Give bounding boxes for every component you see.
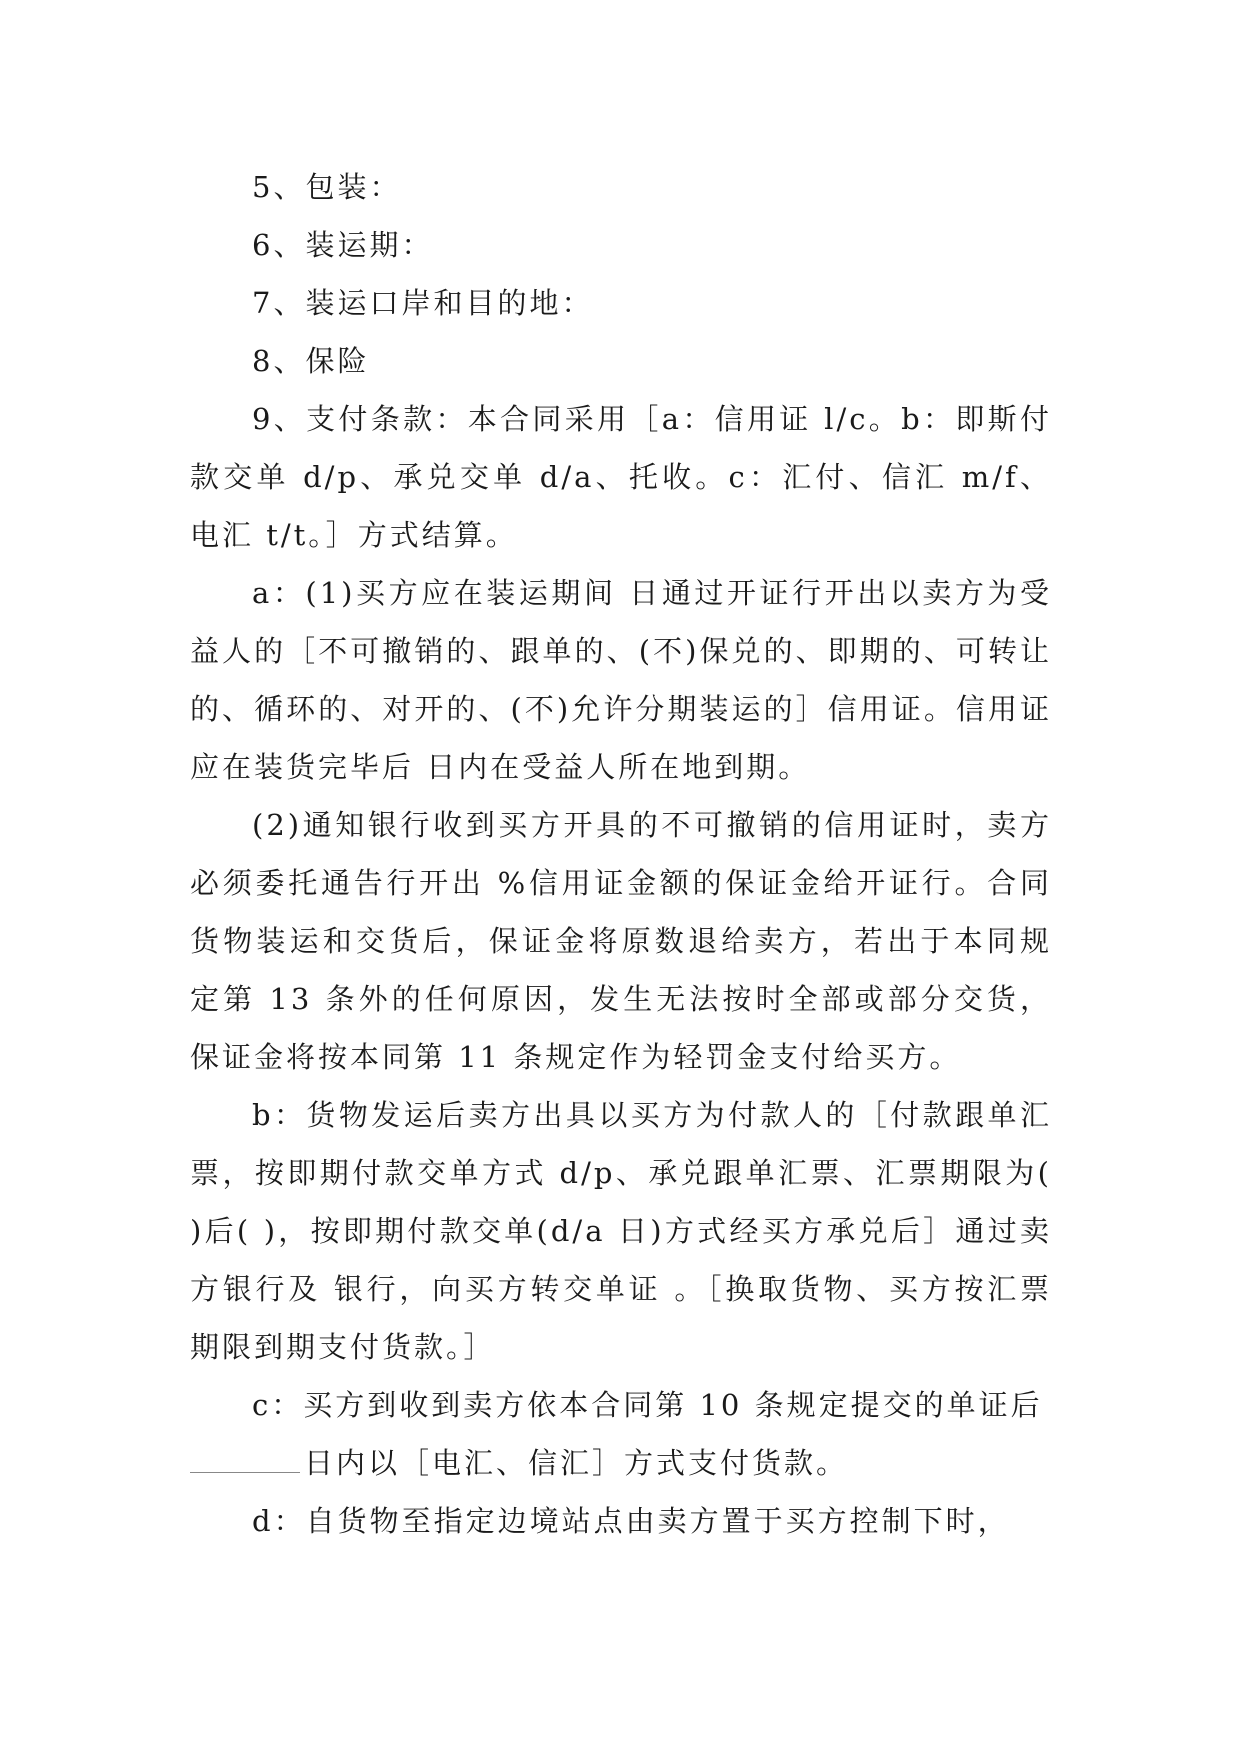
fill-in-blank [190,1444,300,1473]
item-packaging: 5、包装： [252,170,402,204]
item-shipment-period: 6、装运期： [252,228,434,262]
document-body [190,158,1052,1550]
item-ports: 7、装运口岸和目的地： [252,286,594,320]
item-insurance: 8、保险 [252,344,370,378]
clause-a-paragraph-2: (2)通知银行收到买方开具的不可撤销的信用证时，卖方必须委托通告行开出 %信用证金额的保证金给开证行。合同货物装运和交货后，保证金将原数退给卖方，若出于本同规定第 13 条外的任何原因，发生无法按时全部或部分交货，保证金将按本同第 11 条规定作为轻罚金支付给买方。 [190,808,1052,1074]
clause-b-paragraph: b：货物发运后卖方出具以买方为付款人的［付款跟单汇票，按即期付款交单方式 d/p、承兑跟单汇票、汇票期限为( )后( )，按即期付款交单(d/a 日)方式经买方承兑后］通过卖方银行及 银行，向买方转交单证 。［换取货物、买方按汇票期限到期支付货款。］ [190,1098,1052,1364]
item-payment-terms: 9、支付条款：本合同采用［a：信用证 l/c。b：即斯付款交单 d/p、承兑交单 d/a、托收。c：汇付、信汇 m/f、电汇 t/t。］方式结算。 [190,402,1052,552]
clause-a-paragraph-1: a：(1)买方应在装运期间 日通过开证行开出以卖方为受益人的［不可撤销的、跟单的、(不)保兑的、即期的、可转让的、循环的、对开的、(不)允许分期装运的］信用证。信用证应在装货完毕后 日内在受益人所在地到期。 [190,576,1052,784]
clause-c-line-2 [190,1434,1052,1492]
clause-d-paragraph: d：自货物至指定边境站点由卖方置于买方控制下时， [252,1504,1010,1538]
clause-c-line-2-text: 日内以［电汇、信汇］方式支付货款。 [304,1446,849,1480]
clause-c-line-1: c：买方到收到卖方依本合同第 10 条规定提交的单证后 [252,1388,1043,1422]
